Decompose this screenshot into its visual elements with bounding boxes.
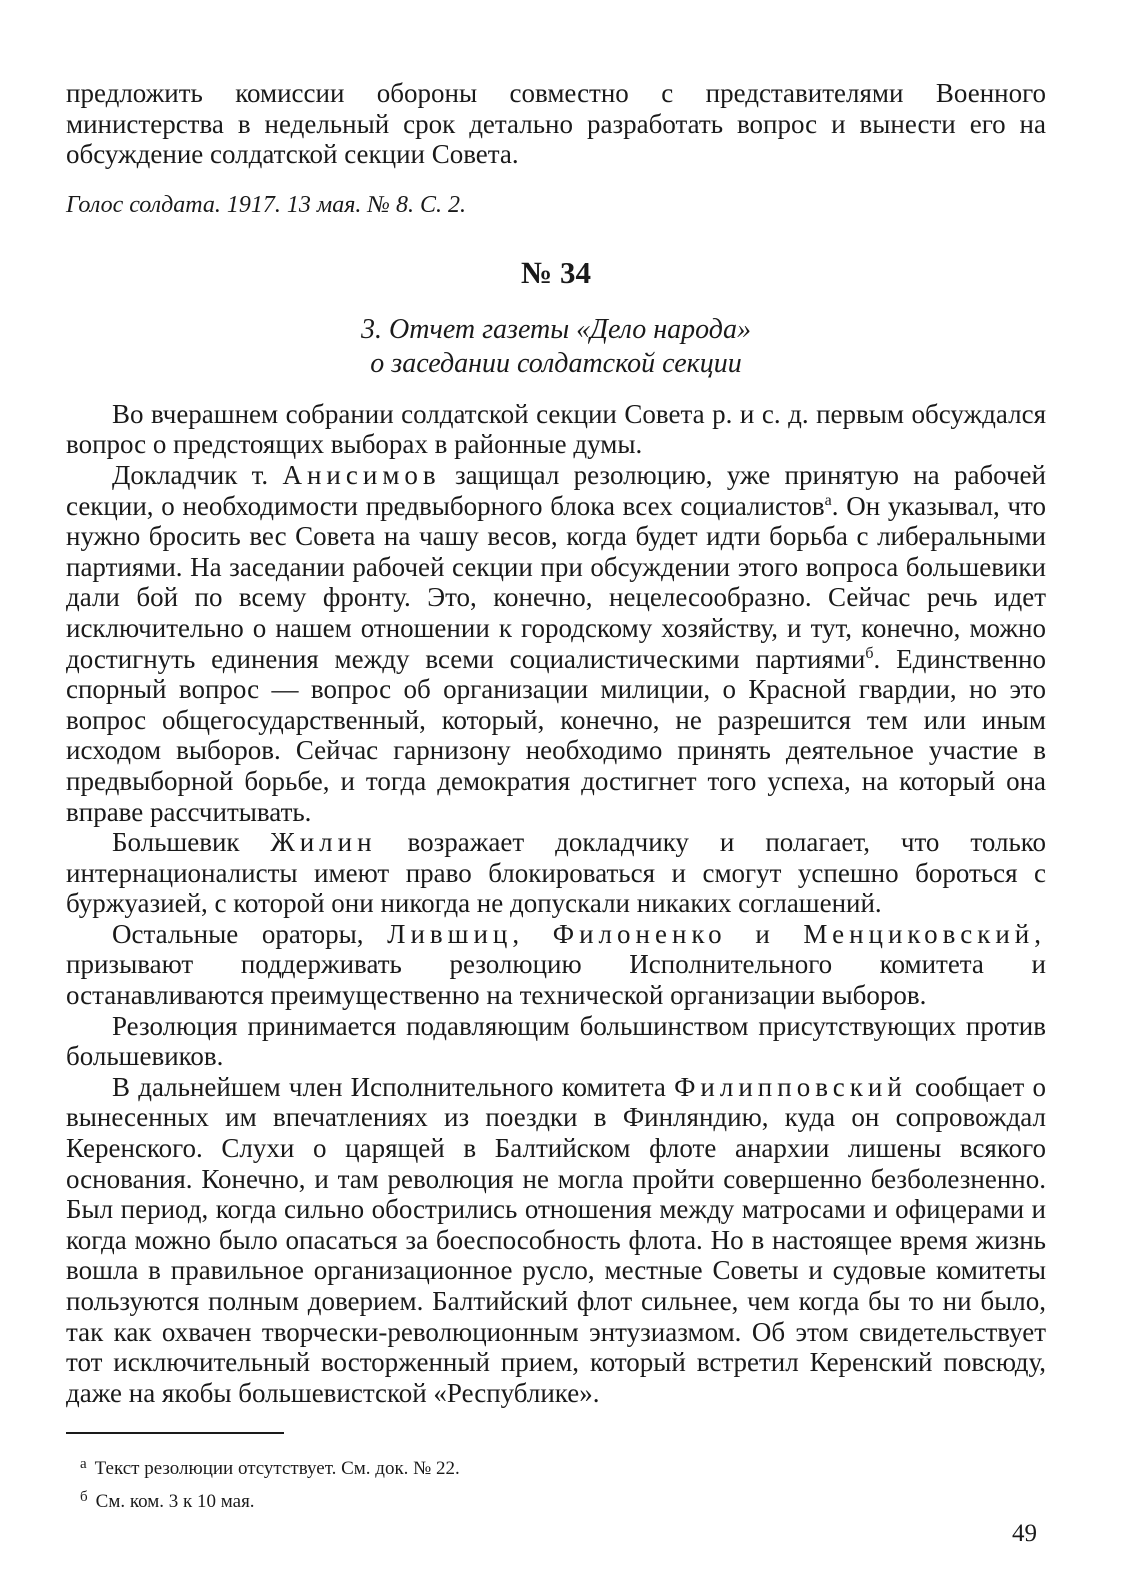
paragraph-6 [66,1072,1046,1409]
footnote-a-text: Текст резолюции отсутствует. См. док. № 22. [94,1458,460,1480]
footnotes [66,1450,1046,1516]
paragraph-4-rest: призывают поддерживать резолюцию Исполнительного комитета и останавливаются преимущественно на технической организации выборов. [66,949,1046,1011]
paragraph-6-lead: В дальнейшем член Исполнительного комитета [112,1071,666,1102]
speaker-filippovsky: Филипповский [674,1071,907,1102]
paragraph-2-part-1: защищал резолюцию, уже принятую на рабочей секции, о необходимости предвыборного блока всех социалистов [66,459,1046,521]
document-number: № 34 [521,254,591,290]
footnote-a-mark: а [80,1456,87,1473]
paragraph-6-rest: сообщает о вынесенных им впечатлениях из поездки в Финляндию, куда он сопровождал Керенского. Слухи о царящей в Балтийском флоте анархии лишены всякого основания. Конечно, и там революция не могла пройти совершенно безболезненно. Был период, когда сильно обострились отношения между матросами и офицерами и когда можно было опасаться за боеспособность флота. Но в настоящее время жизнь вошла в правильное организационное русло, местные Советы и судовые комитеты пользуются полным доверием. Балтийский флот сильнее, чем когда бы то ни было, так как охвачен творчески-революционным энтузиазмом. Об этом свидетельствует тот исключительный восторженный прием, который встретил Керенский повсюду, даже на якобы большевистской «Республике». [66,1071,1047,1408]
document-title-line-1: 3. Отчет газеты «Дело народа» [361,313,751,345]
intro-paragraph: предложить комиссии обороны совместно с представителями Военного министерства в недельный срок детально разработать вопрос и вынести его на обсуждение солдатской секции Совета. [66,78,1046,170]
paragraph-5: Резолюция принимается подавляющим большинством присутствующих против большевиков. [66,1010,1046,1072]
paragraph-3-rest: возражает докладчику и полагает, что только интернационалисты имеют право блокироваться и смогут успешно бороться с буржуазией, с которой они никогда не допускали никаких соглашений. [66,827,1047,919]
page-number: 49 [1012,1520,1037,1547]
footnote-b-mark: б [80,1489,88,1506]
speakers-list: Лившиц, Филоненко и Менциковский, [387,918,1047,949]
footnote-divider [66,1432,284,1434]
footnote-b [66,1483,1046,1516]
paragraph-3 [66,827,1046,919]
paragraph-2-part-3: . Единственно спорный вопрос — вопрос об организации милиции, о Красной гвардии, но это вопрос общегосударственный, который, конечно, не разрешится тем или иным исходом выборов. Сейчас гарнизону необходимо принять деятельное участие в предвыборной борьбе, и тогда демократия достигнет того успеха, на который она вправе рассчитывать. [66,643,1046,827]
paragraph-2-lead: Докладчик т. [112,459,269,490]
paragraph-2 [66,460,1046,827]
paragraph-3-lead: Большевик [112,827,240,858]
document-title-line-2: о заседании солдатской секции [370,347,742,379]
paragraph-2-part-2: . Он указывал, что нужно бросить вес Совета на чашу весов, когда будет идти борьба с либеральными партиями. На заседании рабочей секции при обсуждении этого вопроса большевики дали бой по всему фронту. Это, конечно, нецелесообразно. Сейчас речь идет исключительно о нашем отношении к городскому хозяйству, и тут, конечно, можно достигнуть единения между всеми социалистическими партиями [66,490,1046,674]
source-citation: Голос солдата. 1917. 13 мая. № 8. С. 2. [66,191,467,218]
speaker-anisimov: Анисимов [282,459,441,490]
article-body [66,399,1046,1409]
paragraph-1: Во вчерашнем собрании солдатской секции Совета р. и с. д. первым обсуждался вопрос о предстоящих выборах в районные думы. [66,398,1046,460]
paragraph-4 [66,919,1046,1011]
document-title [66,313,1046,381]
footnote-a [66,1450,1046,1483]
paragraph-4-lead: Остальные ораторы, [112,918,364,949]
page-content [66,78,1046,1516]
footnote-ref-b: б [865,644,874,662]
speaker-zhilin: Жилин [270,827,377,858]
footnote-ref-a: а [824,491,832,509]
footnote-b-text: См. ком. 3 к 10 мая. [95,1491,255,1513]
